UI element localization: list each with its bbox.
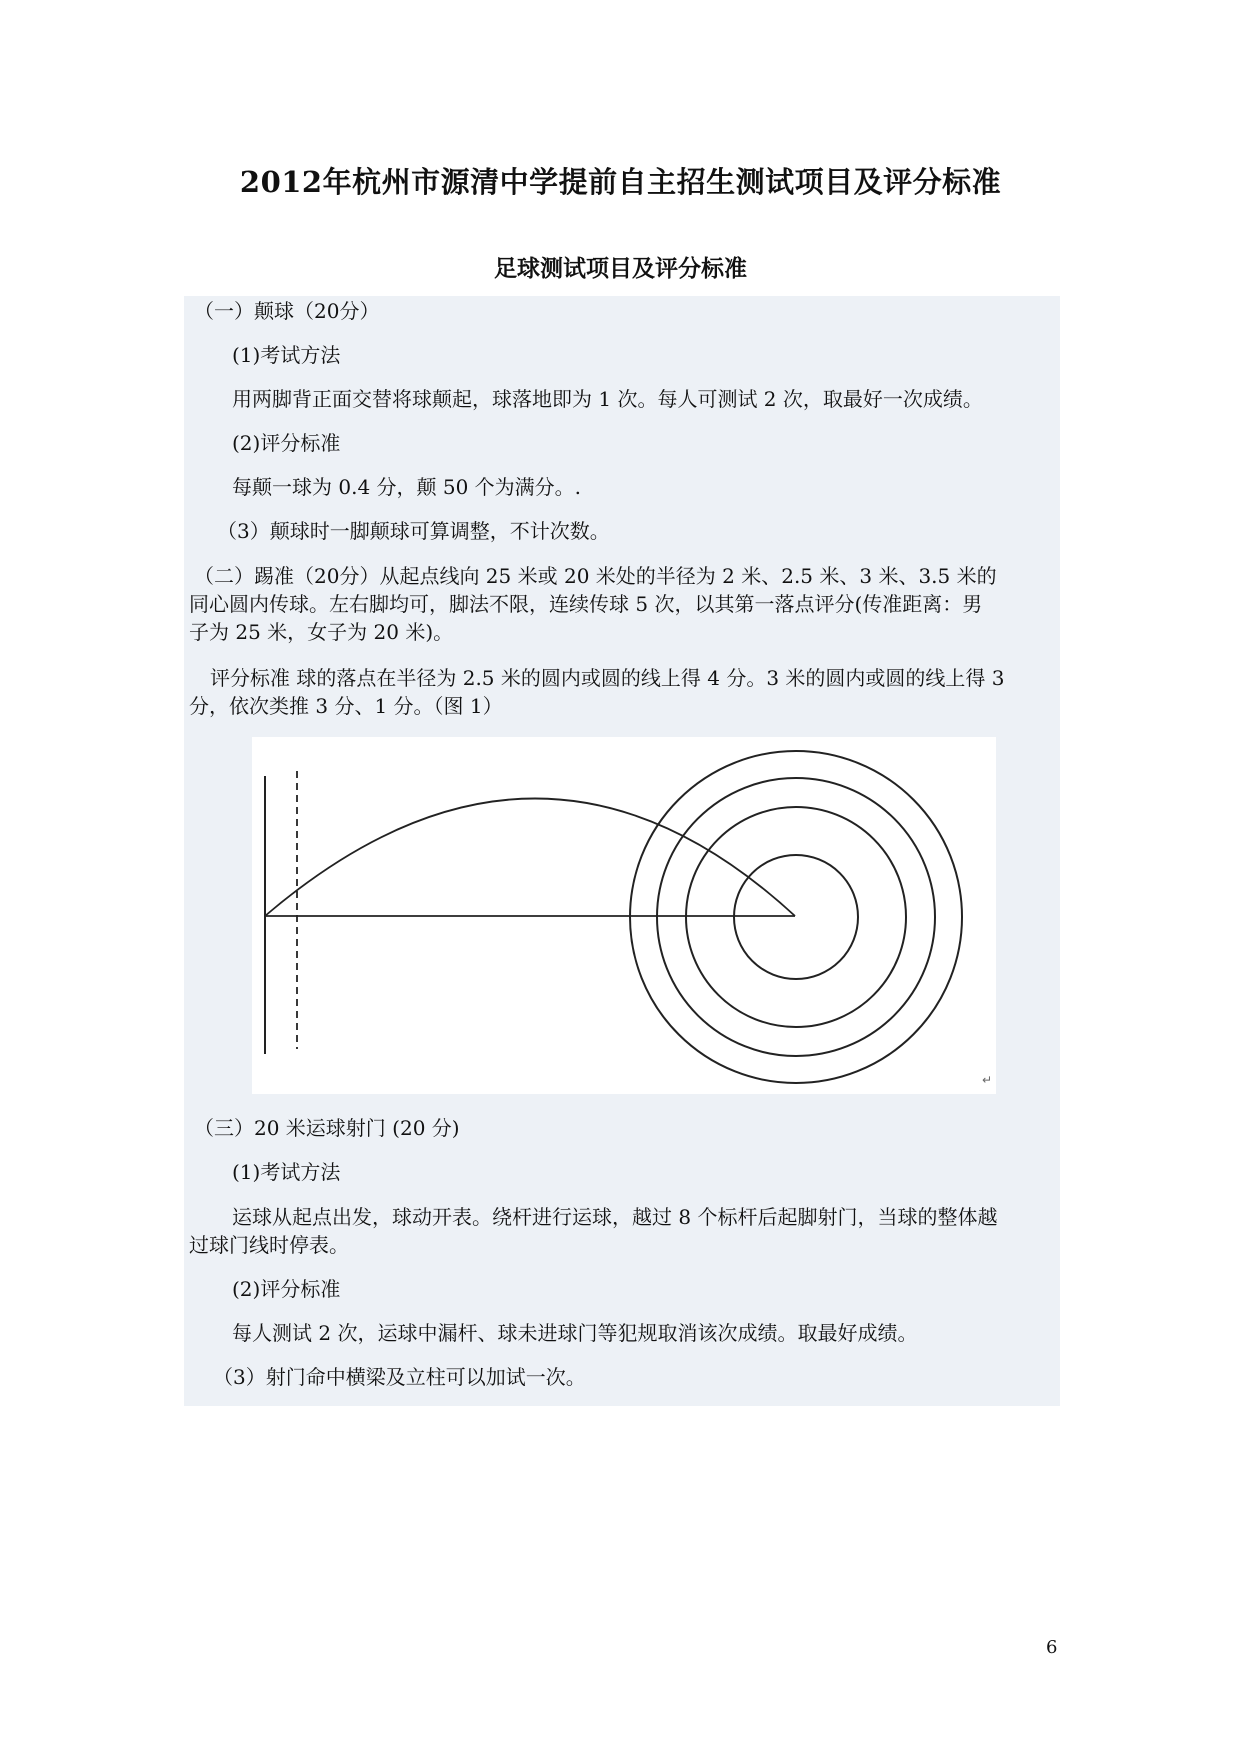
- page-title: 2012年杭州市源清中学提前自主招生测试项目及评分标准: [239, 165, 1002, 199]
- page-number: 6: [1046, 1637, 1058, 1658]
- ball-trajectory: [265, 799, 795, 917]
- s1-method-label: (1)考试方法: [232, 343, 341, 367]
- s2-line-1: （二）踢准（20分）从起点线向 25 米或 20 米处的半径为 2 米、2.5 米、3 米、3.5 米的: [194, 564, 997, 588]
- s2-scoring-line-2: 分，依次类推 3 分、1 分。（图 1）: [189, 694, 503, 718]
- circle-3-5m: [630, 751, 962, 1083]
- circle-2m: [734, 855, 858, 979]
- s3-note: （3）射门命中横梁及立柱可以加试一次。: [213, 1365, 586, 1389]
- concentric-target-diagram: [252, 737, 996, 1094]
- s1-scoring-text: 每颠一球为 0.4 分，颠 50 个为满分。.: [232, 475, 582, 499]
- circle-2-5m: [686, 807, 906, 1027]
- s1-heading: （一）颠球（20分）: [194, 299, 380, 323]
- s3-heading: （三）20 米运球射门 (20 分): [194, 1116, 460, 1140]
- s2-scoring-line-1: 评分标准 球的落点在半径为 2.5 米的圆内或圆的线上得 4 分。3 米的圆内或圆的线上得 3: [210, 666, 1005, 690]
- circle-3m: [657, 778, 935, 1056]
- return-mark: ↵: [982, 1073, 993, 1087]
- section-title: 足球测试项目及评分标准: [494, 255, 747, 282]
- s1-note: （3）颠球时一脚颠球可算调整，不计次数。: [217, 519, 610, 543]
- s3-method-line-2: 过球门线时停表。: [189, 1233, 349, 1257]
- s2-line-2: 同心圆内传球。左右脚均可，脚法不限，连续传球 5 次，以其第一落点评分(传准距离：男: [189, 592, 983, 616]
- s2-line-3: 子为 25 米，女子为 20 米)。: [189, 620, 454, 644]
- s3-scoring-text: 每人测试 2 次，运球中漏杆、球未进球门等犯规取消该次成绩。取最好成绩。: [232, 1321, 918, 1345]
- s1-method-text: 用两脚背正面交替将球颠起，球落地即为 1 次。每人可测试 2 次，取最好一次成绩。: [232, 387, 983, 411]
- figure-1: [252, 737, 996, 1094]
- s3-method-line-1: 运球从起点出发，球动开表。绕杆进行运球，越过 8 个标杆后起脚射门，当球的整体越: [232, 1205, 998, 1229]
- s1-scoring-label: (2)评分标准: [232, 431, 341, 455]
- s3-method-label: (1)考试方法: [232, 1160, 341, 1184]
- s3-scoring-label: (2)评分标准: [232, 1277, 341, 1301]
